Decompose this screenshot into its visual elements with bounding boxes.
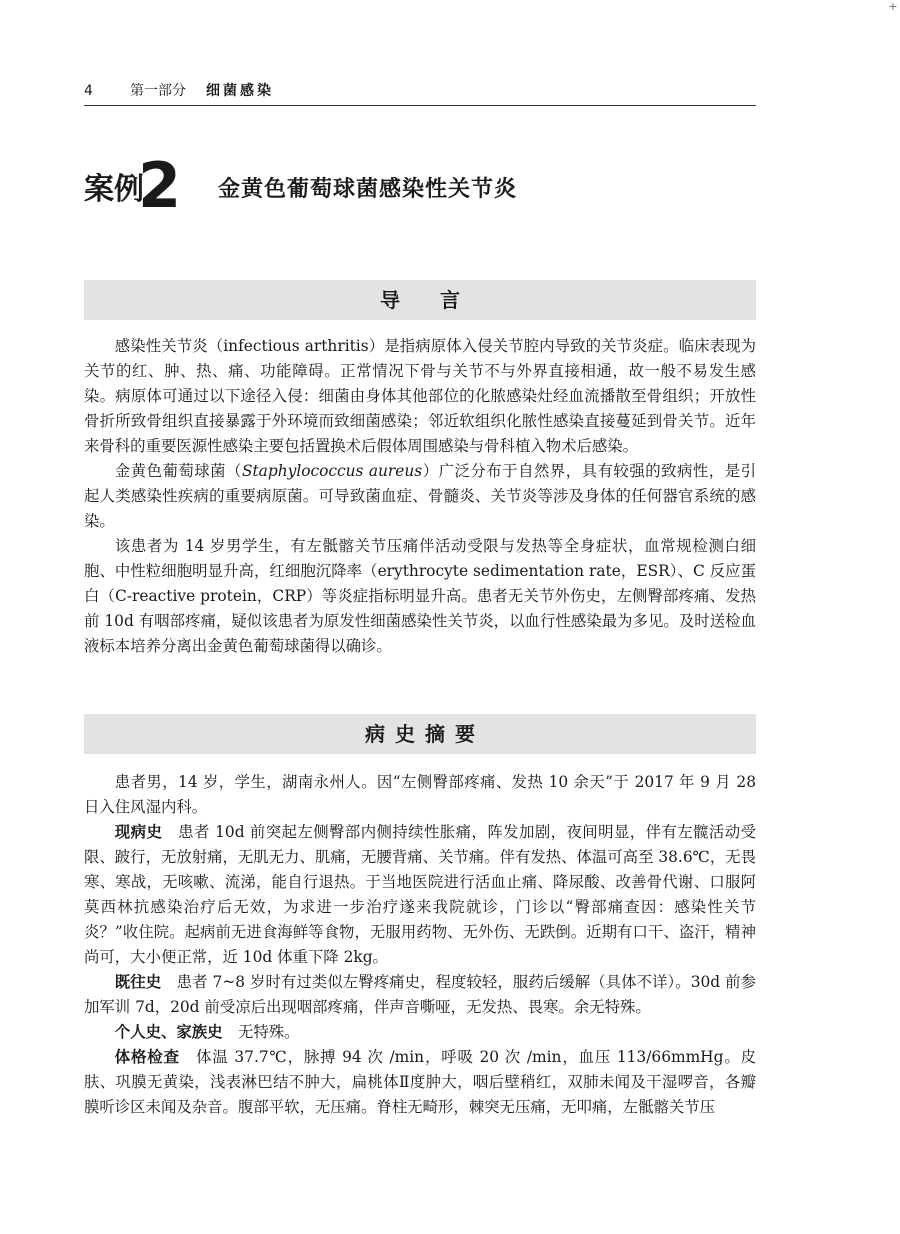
physical-exam-label: 体格检查 (114, 1048, 180, 1066)
personal-history-label: 个人史、家族史 (114, 1023, 223, 1041)
running-header (84, 80, 756, 102)
crop-mark-icon: + (888, 0, 898, 13)
case-name: 金黄色葡萄球菌感染性关节炎 (218, 177, 518, 202)
past-history-text: 患者 7~8 岁时有过类似左臀疼痛史，程度较轻，服药后缓解（具体不详）。30d 前参加军训 7d，20d 前受凉后出现咽部疼痛，伴声音嘶哑，无发热、畏寒。余无特殊。 (84, 973, 756, 1016)
intro-paragraph-1: 感染性关节炎（infectious arthritis）是指病原体入侵关节腔内导致的关节炎症。临床表现为关节的红、肿、热、痛、功能障碍。正常情况下骨与关节不与外界直接相通，故一般不易发生感染。病原体可通过以下途径入侵：细菌由身体其他部位的化脓感染灶经血流播散至骨组织；开放性骨折所致骨组织直接暴露于外环境而致细菌感染；邻近软组织化脓性感染直接蔓延到骨关节。近年来骨科的重要医源性感染主要包括置换术后假体周围感染与骨科植入物术后感染。 (84, 337, 756, 455)
intro-p2-after: ）广泛分布于自然界，具有较强的致病性，是引起人类感染性疾病的重要病原菌。可导致菌血症、骨髓炎、关节炎等涉及身体的任何器官系统的感染。 (84, 462, 756, 530)
history-paragraph-1: 患者男，14 岁，学生，湖南永州人。因“左侧臀部疼痛、发热 10 余天”于 2017 年 9 月 28 日入住风湿内科。 (84, 773, 756, 816)
past-history (84, 970, 756, 1020)
present-illness-label: 现病史 (114, 823, 163, 841)
past-history-label: 既往史 (114, 973, 162, 991)
intro-heading: 导言 (84, 280, 756, 320)
history-section (84, 770, 756, 1120)
case-label: 案例 (84, 172, 144, 207)
part-label: 第一部分 (130, 83, 186, 99)
species-name: Staphylococcus aureus (241, 462, 423, 480)
personal-family-history (84, 1020, 756, 1045)
header-divider (84, 105, 756, 106)
personal-history-text: 无特殊。 (237, 1023, 300, 1041)
intro-paragraph-3: 该患者为 14 岁男学生，有左骶髂关节压痛伴活动受限与发热等全身症状，血常规检测白细胞、中性粒细胞明显升高，红细胞沉降率（erythrocyte sedimentation rate，ESR）、C 反应蛋白（C-reactive protein，CRP）等炎症指标明显升高。患者无关节外伤史，左侧臀部疼痛、发热前 10d 有咽部疼痛，疑似该患者为原发性细菌感染性关节炎，以血行性感染最为多见。及时送检血液标本培养分离出金黄色葡萄球菌得以确诊。 (84, 537, 756, 655)
physical-exam-text: 体温 37.7℃，脉搏 94 次 /min，呼吸 20 次 /min，血压 113/66mmHg。皮肤、巩膜无黄染，浅表淋巴结不肿大，扁桃体Ⅱ度肿大，咽后壁稍红，双肺未闻及干湿啰音，各瓣膜听诊区未闻及杂音。腹部平软，无压痛。脊柱无畸形，棘突无压痛，无叩痛，左骶髂关节压 (84, 1048, 756, 1116)
case-number: 2 (138, 149, 182, 222)
page-number: 4 (84, 83, 93, 99)
case-title (84, 148, 756, 228)
intro-p2-before: 金黄色葡萄球菌（ (114, 462, 242, 480)
intro-section (84, 334, 756, 659)
present-illness-text: 患者 10d 前突起左侧臀部内侧持续性胀痛，阵发加剧，夜间明显，伴有左髋活动受限、跛行，无放射痛，无肌无力、肌痛，无腰背痛、关节痛。伴有发热、体温可高至 38.6℃，无畏寒、寒战，无咳嗽、流涕，能自行退热。于当地医院进行活血止痛、降尿酸、改善骨代谢、口服阿莫西林抗感染治疗后无效，为求进一步治疗遂来我院就诊，门诊以“臀部痛查因：感染性关节炎？”收住院。起病前无进食海鲜等食物，无服用药物、无外伤、无跌倒。近期有口干、盗汗，精神尚可，大小便正常，近 10d 体重下降 2kg。 (84, 823, 757, 966)
intro-paragraph-2 (84, 459, 756, 534)
physical-exam (84, 1045, 756, 1120)
history-heading: 病史摘要 (84, 714, 756, 754)
present-illness (84, 820, 756, 970)
section-label: 细菌感染 (206, 83, 274, 99)
